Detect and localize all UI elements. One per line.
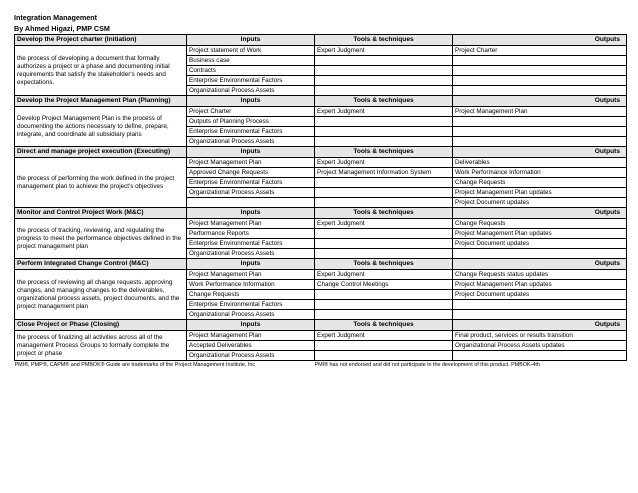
inputs-column-header: Inputs xyxy=(187,147,315,158)
output-cell xyxy=(453,300,627,310)
table-row xyxy=(15,331,627,341)
table-row xyxy=(15,219,627,229)
input-cell: Change Requests xyxy=(187,290,315,300)
table-row xyxy=(15,158,627,168)
section-header-row xyxy=(15,208,627,219)
tool-cell xyxy=(315,198,453,208)
inputs-column-header: Inputs xyxy=(187,35,315,46)
section-title: Perform Integrated Change Control (M&C) xyxy=(15,259,187,270)
inputs-column-header: Inputs xyxy=(187,320,315,331)
input-cell: Outputs of Planning Process xyxy=(187,117,315,127)
output-cell: Work Performance Information xyxy=(453,168,627,178)
table-row xyxy=(15,270,627,280)
input-cell: Enterprise Environmental Factors xyxy=(187,300,315,310)
tool-cell: Expert Judgment xyxy=(315,331,453,341)
integration-management-sheet xyxy=(14,12,626,371)
tools-column-header: Tools & techniques xyxy=(315,147,453,158)
input-cell: Business case xyxy=(187,56,315,66)
outputs-column-header: Outputs xyxy=(453,208,627,219)
tools-column-header: Tools & techniques xyxy=(315,320,453,331)
input-cell: Project Charter xyxy=(187,107,315,117)
section-header-row xyxy=(15,320,627,331)
output-cell: Project Document updates xyxy=(453,239,627,249)
tool-cell xyxy=(315,290,453,300)
process-description: Develop Project Management Plan is the process of documenting the actions necessary to define, prepare, integrate, and coordinate all subsidiary plans xyxy=(15,107,187,147)
outputs-column-header: Outputs xyxy=(453,147,627,158)
output-cell xyxy=(453,127,627,137)
input-cell: Organizational Process Assets xyxy=(187,86,315,96)
input-cell: Accepted Deliverables xyxy=(187,341,315,351)
section-header-row xyxy=(15,96,627,107)
trademark-notice: PMI®, PMP®, CAPM® and PMBOK® Guide are trademarks of the Project Management Institute, Inc xyxy=(14,362,256,368)
output-cell xyxy=(453,86,627,96)
section-header-row xyxy=(15,147,627,158)
section-title: Monitor and Control Project Work (M&C) xyxy=(15,208,187,219)
outputs-column-header: Outputs xyxy=(453,35,627,46)
inputs-column-header: Inputs xyxy=(187,259,315,270)
tool-cell xyxy=(315,86,453,96)
tool-cell xyxy=(315,310,453,320)
process-description: the process of reviewing all change requests, approving changes, and managing changes to the deliverables, organizational process assets, project documents, and the project management plan xyxy=(15,270,187,320)
process-description: the process of tracking, reviewing, and regulating the progress to meet the performance objectives defined in the project management plan xyxy=(15,219,187,259)
input-cell: Organizational Process Assets xyxy=(187,351,315,361)
tool-cell xyxy=(315,239,453,249)
output-cell: Change Requests status updates xyxy=(453,270,627,280)
tool-cell: Expert Judgment xyxy=(315,270,453,280)
input-cell: Project Management Plan xyxy=(187,219,315,229)
input-cell: Project Management Plan xyxy=(187,158,315,168)
output-cell xyxy=(453,249,627,259)
document-author: By Ahmed Higazi, PMP CSM xyxy=(14,24,110,33)
output-cell: Project Management Plan updates xyxy=(453,188,627,198)
process-table xyxy=(14,34,627,371)
output-cell xyxy=(453,56,627,66)
input-cell: Organizational Process Assets xyxy=(187,310,315,320)
output-cell: Change Requests xyxy=(453,219,627,229)
output-cell: Project Document updates xyxy=(453,198,627,208)
tool-cell xyxy=(315,229,453,239)
tool-cell: Expert Judgment xyxy=(315,158,453,168)
tool-cell xyxy=(315,341,453,351)
tool-cell: Project Management Information System xyxy=(315,168,453,178)
input-cell: Organizational Process Assets xyxy=(187,188,315,198)
section-title: Develop the Project charter (Initiation) xyxy=(15,35,187,46)
input-cell: Enterprise Environmental Factors xyxy=(187,127,315,137)
tool-cell: Expert Judgment xyxy=(315,46,453,56)
tool-cell xyxy=(315,66,453,76)
input-cell: Contracts xyxy=(187,66,315,76)
output-cell: Final product, services or results transition xyxy=(453,331,627,341)
output-cell xyxy=(453,117,627,127)
inputs-column-header: Inputs xyxy=(187,208,315,219)
outputs-column-header: Outputs xyxy=(453,259,627,270)
section-header-row xyxy=(15,259,627,270)
tool-cell xyxy=(315,56,453,66)
input-cell: Project Management Plan xyxy=(187,270,315,280)
output-cell: Project Management Plan updates xyxy=(453,229,627,239)
input-cell: Enterprise Environmental Factors xyxy=(187,239,315,249)
tool-cell: Change Control Meetings xyxy=(315,280,453,290)
tool-cell xyxy=(315,300,453,310)
input-cell: Project Management Plan xyxy=(187,331,315,341)
output-cell xyxy=(453,76,627,86)
input-cell: Approved Change Requests xyxy=(187,168,315,178)
endorsement-disclaimer: PMI® has not endorsed and did not participate in the development of this product. PMBOK-4th xyxy=(314,362,540,368)
tool-cell xyxy=(315,178,453,188)
output-cell: Project Management Plan updates xyxy=(453,280,627,290)
output-cell: Change Requests xyxy=(453,178,627,188)
tool-cell: Expert Judgment xyxy=(315,107,453,117)
section-header-row xyxy=(15,35,627,46)
tools-column-header: Tools & techniques xyxy=(315,35,453,46)
tool-cell xyxy=(315,137,453,147)
inputs-column-header: Inputs xyxy=(187,96,315,107)
section-title: Close Project or Phase (Closing) xyxy=(15,320,187,331)
tool-cell: Expert Judgment xyxy=(315,219,453,229)
input-cell: Enterprise Environmental Factors xyxy=(187,178,315,188)
table-row xyxy=(15,46,627,56)
outputs-column-header: Outputs xyxy=(453,96,627,107)
document-title: Integration Management xyxy=(14,13,98,22)
process-table-body xyxy=(15,35,627,372)
tool-cell xyxy=(315,351,453,361)
outputs-column-header: Outputs xyxy=(453,320,627,331)
input-cell: Enterprise Environmental Factors xyxy=(187,76,315,86)
output-cell: Project Charter xyxy=(453,46,627,56)
input-cell xyxy=(187,198,315,208)
input-cell: Work Performance Information xyxy=(187,280,315,290)
output-cell xyxy=(453,137,627,147)
output-cell: Project Management Plan xyxy=(453,107,627,117)
output-cell xyxy=(453,310,627,320)
output-cell: Organizational Process Assets updates xyxy=(453,341,627,351)
output-cell xyxy=(453,351,627,361)
output-cell xyxy=(453,66,627,76)
tools-column-header: Tools & techniques xyxy=(315,208,453,219)
output-cell: Deliverables xyxy=(453,158,627,168)
tool-cell xyxy=(315,76,453,86)
process-description: the process of developing a document that formally authorizes a project or a phase and documenting initial requirements that satisfy the stakeholder's needs and expectations. xyxy=(15,46,187,96)
tool-cell xyxy=(315,117,453,127)
footer-row xyxy=(15,361,627,372)
tool-cell xyxy=(315,188,453,198)
output-cell: Project Document updates xyxy=(453,290,627,300)
input-cell: Organizational Process Assets xyxy=(187,249,315,259)
tool-cell xyxy=(315,249,453,259)
process-description: the process of finalizing all activities across all of the management Process Groups to formally complete the project or phase xyxy=(15,331,187,361)
input-cell: Organizational Process Assets xyxy=(187,137,315,147)
input-cell: Performance Reports xyxy=(187,229,315,239)
tool-cell xyxy=(315,127,453,137)
section-title: Direct and manage project execution (Executing) xyxy=(15,147,187,158)
tools-column-header: Tools & techniques xyxy=(315,259,453,270)
table-row xyxy=(15,107,627,117)
input-cell: Project statement of Work xyxy=(187,46,315,56)
tools-column-header: Tools & techniques xyxy=(315,96,453,107)
section-title: Develop the Project Management Plan (Planning) xyxy=(15,96,187,107)
process-description: the process of performing the work defined in the project management plan to achieve the project's objectives xyxy=(15,158,187,208)
